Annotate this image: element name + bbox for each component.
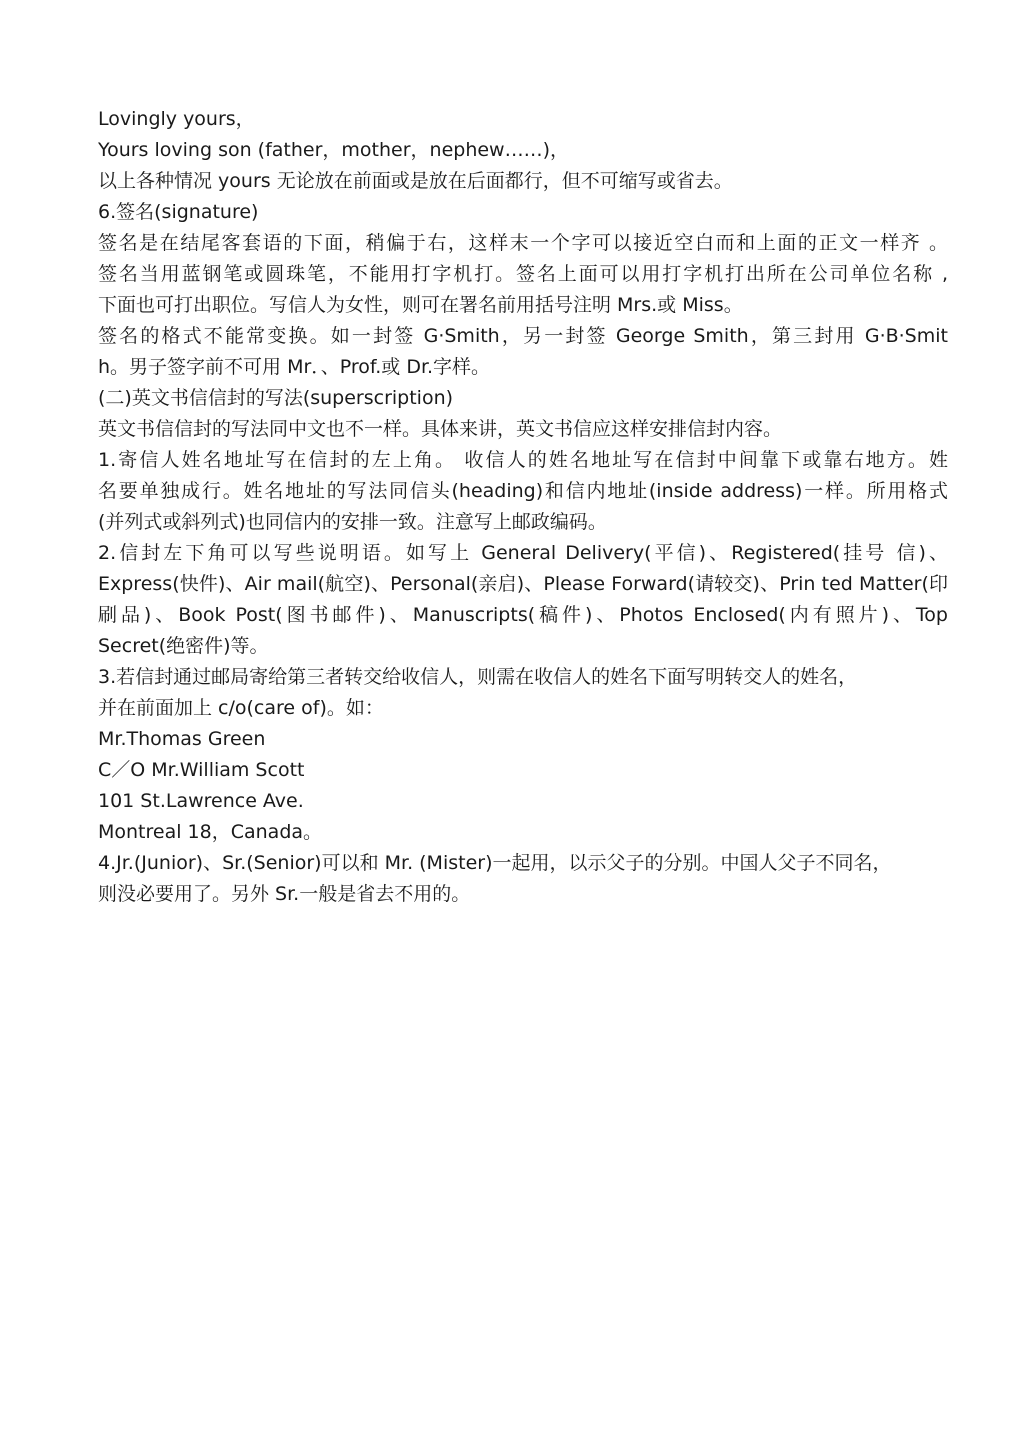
text-line: 签名的格式不能常变换。如一封签 G·Smith，另一封签 George Smith，第三封用 G·B·Smit bbox=[98, 325, 948, 347]
address-line: Montreal 18，Canada。 bbox=[98, 821, 323, 843]
document-body bbox=[98, 104, 948, 910]
text-line: 签名是在结尾客套语的下面，稍偏于右，这样末一个字可以接近空白而和上面的正文一样齐 。 bbox=[98, 232, 948, 254]
text-line: Secret(绝密件)等。 bbox=[98, 635, 269, 657]
text-line: h。男子签字前不可用 Mr．、Prof.或 Dr.字样。 bbox=[98, 356, 491, 378]
address-line: Mr.Thomas Green bbox=[98, 728, 266, 750]
address-line: 101 St.Lawrence Ave. bbox=[98, 790, 304, 812]
text-line: Lovingly yours， bbox=[98, 108, 255, 130]
text-line: 并在前面加上 c/o(care of)。如： bbox=[98, 697, 384, 719]
text-line: 刷品)、Book Post(图书邮件)、Manuscripts(稿件)、Photos Enclosed(内有照片)、Top bbox=[98, 604, 948, 626]
address-line: C／O Mr.William Scott bbox=[98, 759, 305, 781]
text-line: 签名当用蓝钢笔或圆珠笔，不能用打字机打。签名上面可以用打字机打出所在公司单位名称 , bbox=[98, 263, 948, 285]
text-line: 以上各种情况 yours 无论放在前面或是放在后面都行，但不可缩写或省去。 bbox=[98, 170, 733, 192]
text-line: 1.寄信人姓名地址写在信封的左上角。 收信人的姓名地址写在信封中间靠下或靠右地方。姓 bbox=[98, 449, 948, 471]
text-line: Express(快件)、Air mail(航空)、Personal(亲启)、Please Forward(请较交)、Prin ted Matter(印 bbox=[98, 573, 948, 595]
text-line: (并列式或斜列式)也同信内的安排一致。注意写上邮政编码。 bbox=[98, 511, 607, 533]
text-line: 则没必要用了。另外 Sr.一般是省去不用的。 bbox=[98, 883, 471, 905]
text-line: 3.若信封通过邮局寄给第三者转交给收信人，则需在收信人的姓名下面写明转交人的姓名， bbox=[98, 666, 858, 688]
text-line: 4.Jr.(Junior)、Sr.(Senior)可以和 Mr. (Mister)一起用，以示父子的分别。中国人父子不同名， bbox=[98, 852, 892, 874]
text-line: 名要单独成行。姓名地址的写法同信头(heading)和信内地址(inside address)一样。所用格式 bbox=[98, 480, 948, 502]
text-line: Yours loving son (father，mother，nephew……)， bbox=[98, 139, 570, 161]
section-heading: 6.签名(signature) bbox=[98, 201, 259, 223]
text-line: 下面也可打出职位。写信人为女性，则可在署名前用括号注明 Mrs.或 Miss。 bbox=[98, 294, 743, 316]
text-line: 2.信封左下角可以写些说明语。如写上 General Delivery(平信)、Registered(挂号 信)、 bbox=[98, 542, 948, 564]
text-line: 英文书信信封的写法同中文也不一样。具体来讲，英文书信应这样安排信封内容。 bbox=[98, 418, 783, 440]
section-heading: (二)英文书信信封的写法(superscription) bbox=[98, 387, 454, 409]
